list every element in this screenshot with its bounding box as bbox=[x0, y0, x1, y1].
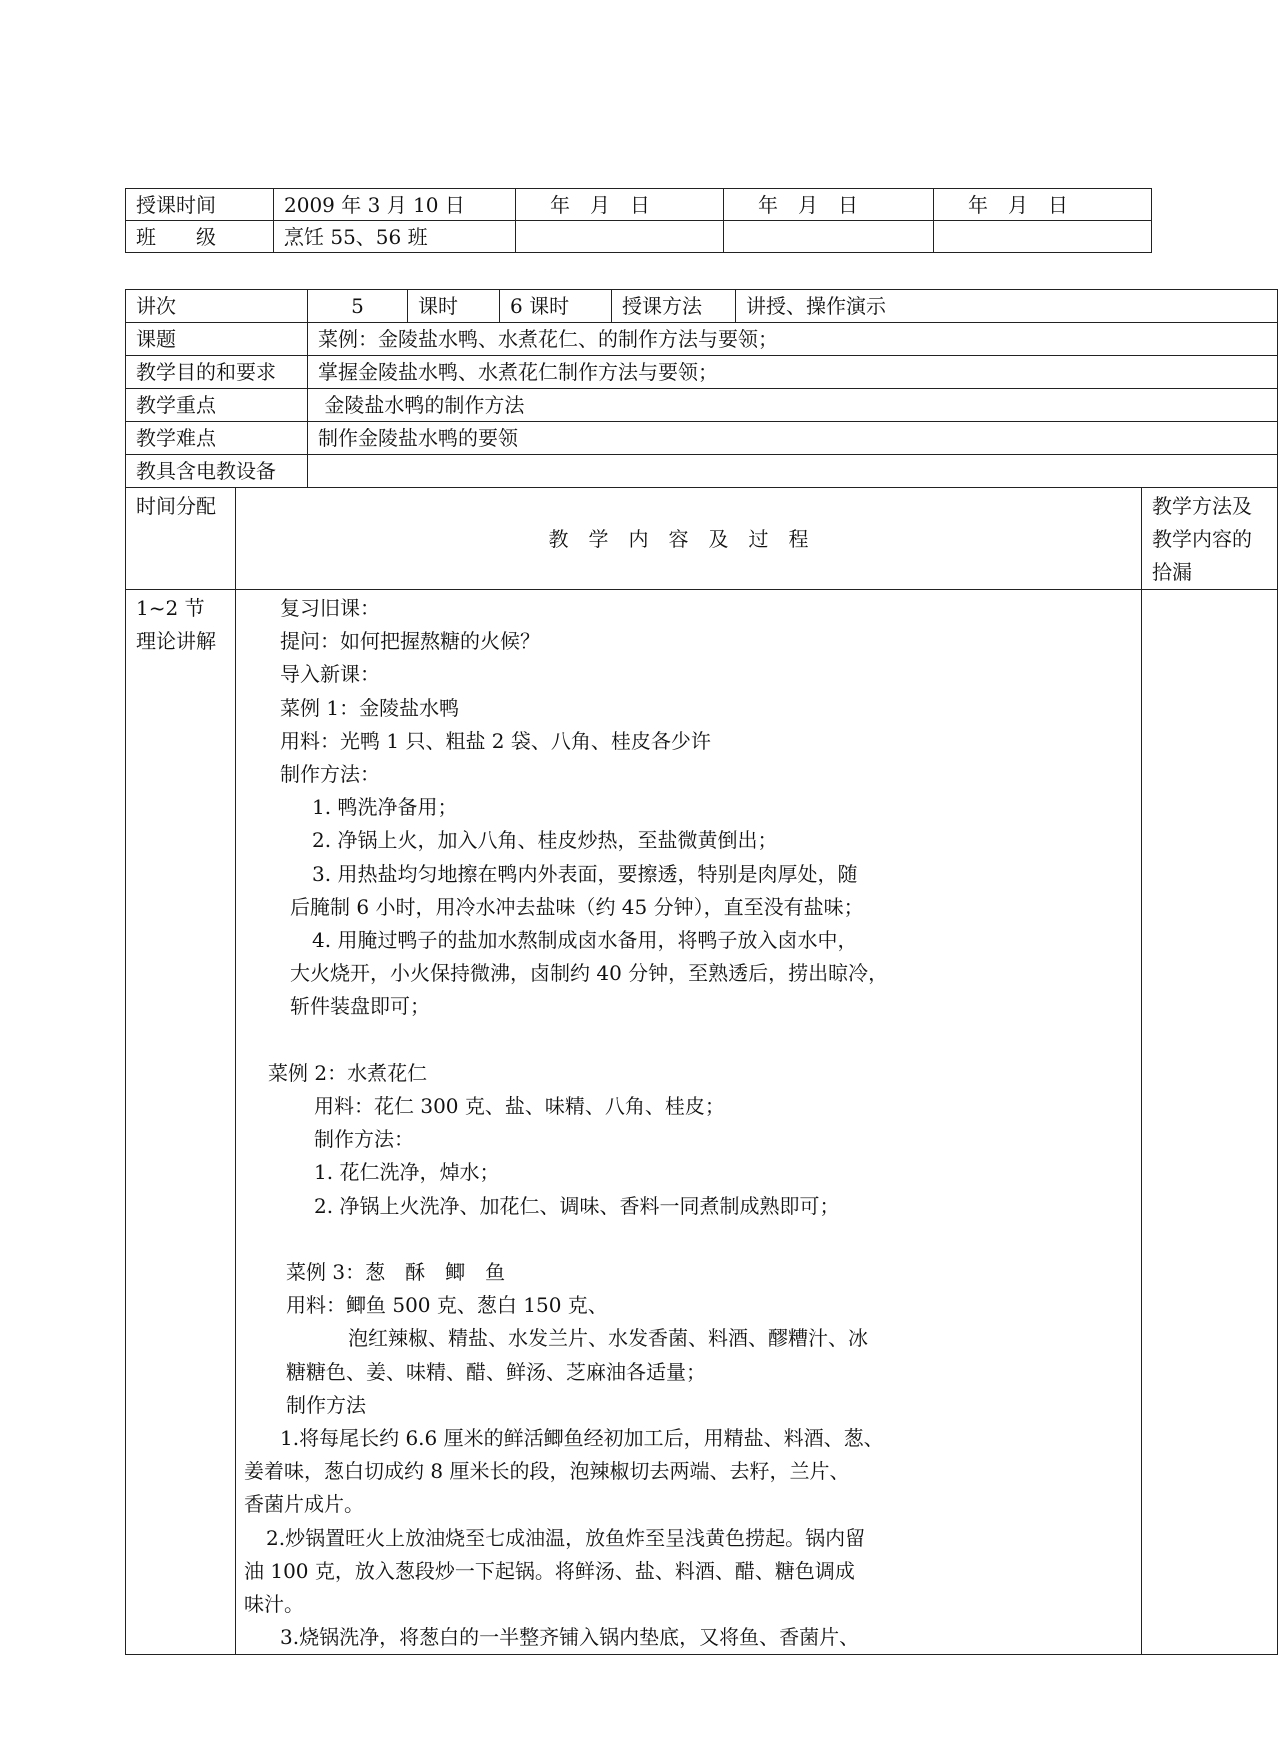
time-allocation-cell bbox=[126, 590, 236, 1655]
content-line: 复习旧课： bbox=[280, 596, 380, 620]
content-line: 2. 净锅上火，加入八角、桂皮炒热，至盐微黄倒出； bbox=[312, 828, 778, 853]
content-line: 制作方法 bbox=[286, 1392, 366, 1417]
schedule-row-class bbox=[126, 221, 1152, 253]
content-header: 教学内容及过程 bbox=[236, 488, 1142, 590]
hours-value: 6 课时 bbox=[500, 290, 612, 323]
content-line: 用料：花仁 300 克、盐、味精、八角、桂皮； bbox=[314, 1094, 725, 1119]
content-line: 3.烧锅洗净，将葱白的一半整齐铺入锅内垫底，又将鱼、香菌片、 bbox=[280, 1625, 860, 1650]
schedule-table bbox=[125, 188, 1152, 253]
time-allocation-line-1: 1~2 节 bbox=[136, 596, 205, 620]
content-header-row bbox=[126, 488, 1278, 590]
lecture-row bbox=[126, 290, 1278, 323]
content-line: 2.炒锅置旺火上放油烧至七成油温，放鱼炸至呈浅黄色捞起。锅内留 bbox=[266, 1525, 866, 1550]
schedule-date-2: 年 月 日 bbox=[516, 189, 724, 221]
time-allocation-header: 时间分配 bbox=[126, 488, 236, 590]
schedule-row-date bbox=[126, 189, 1152, 221]
content-spacer bbox=[244, 1223, 1133, 1256]
content-line: 菜例 1：金陵盐水鸭 bbox=[280, 695, 460, 720]
hours-label: 课时 bbox=[408, 290, 500, 323]
method-label: 授课方法 bbox=[612, 290, 736, 323]
content-line: 菜例 2：水煮花仁 bbox=[268, 1060, 428, 1085]
content-line: 泡红辣椒、精盐、水发兰片、水发香菌、料酒、醪糟汁、冰 bbox=[348, 1326, 868, 1351]
teaching-content bbox=[236, 590, 1142, 1655]
key-row bbox=[126, 389, 1278, 422]
class-label: 班 级 bbox=[126, 221, 274, 253]
content-line: 菜例 3：葱 酥 鲫 鱼 bbox=[286, 1260, 506, 1285]
key-value: 金陵盐水鸭的制作方法 bbox=[308, 389, 1278, 422]
note-cell bbox=[1142, 590, 1278, 1655]
topic-value: 菜例：金陵盐水鸭、水煮花仁、的制作方法与要领； bbox=[308, 323, 1278, 356]
key-label: 教学重点 bbox=[126, 389, 308, 422]
content-line: 导入新课： bbox=[280, 662, 380, 687]
content-line: 1. 花仁洗净，焯水； bbox=[314, 1160, 500, 1185]
time-allocation-line-2: 理论讲解 bbox=[136, 629, 216, 653]
method-value: 讲授、操作演示 bbox=[736, 290, 1278, 323]
content-line: 大火烧开，小火保持微沸，卤制约 40 分钟，至熟透后，捞出晾冷， bbox=[290, 961, 889, 986]
content-line: 用料：光鸭 1 只、粗盐 2 袋、八角、桂皮各少许 bbox=[280, 728, 711, 753]
content-line: 姜着味，葱白切成约 8 厘米长的段，泡辣椒切去两端、去籽，兰片、 bbox=[244, 1459, 850, 1484]
content-line: 油 100 克，放入葱段炒一下起锅。将鲜汤、盐、料酒、醋、糖色调成 bbox=[244, 1558, 855, 1583]
note-header: 教学方法及教学内容的拾漏 bbox=[1142, 488, 1278, 590]
schedule-label: 授课时间 bbox=[126, 189, 274, 221]
goal-value: 掌握金陵盐水鸭、水煮花仁制作方法与要领； bbox=[308, 356, 1278, 389]
lecture-label: 讲次 bbox=[126, 290, 308, 323]
schedule-date-1: 2009 年 3 月 10 日 bbox=[274, 189, 516, 221]
class-value-3 bbox=[724, 221, 934, 253]
content-line: 制作方法： bbox=[314, 1127, 414, 1152]
class-value-2 bbox=[516, 221, 724, 253]
lecture-value: 5 bbox=[308, 290, 408, 323]
goal-row bbox=[126, 356, 1278, 389]
goal-label: 教学目的和要求 bbox=[126, 356, 308, 389]
difficulty-value: 制作金陵盐水鸭的要领 bbox=[308, 422, 1278, 455]
content-spacer bbox=[244, 1024, 1133, 1057]
schedule-date-3: 年 月 日 bbox=[724, 189, 934, 221]
content-line: 4. 用腌过鸭子的盐加水熬制成卤水备用，将鸭子放入卤水中， bbox=[312, 928, 858, 953]
equipment-label: 教具含电教设备 bbox=[126, 455, 308, 488]
content-line: 提问：如何把握熬糖的火候？ bbox=[280, 629, 540, 654]
equipment-row bbox=[126, 455, 1278, 488]
content-line: 后腌制 6 小时，用冷水冲去盐味（约 45 分钟），直至没有盐味； bbox=[290, 894, 864, 919]
content-line: 斩件装盘即可； bbox=[290, 994, 430, 1019]
class-value-4 bbox=[934, 221, 1152, 253]
content-row bbox=[126, 590, 1278, 1655]
difficulty-label: 教学难点 bbox=[126, 422, 308, 455]
schedule-date-4: 年 月 日 bbox=[934, 189, 1152, 221]
content-line: 制作方法： bbox=[280, 762, 380, 787]
lesson-table bbox=[125, 289, 1278, 1655]
content-line: 味汁。 bbox=[244, 1592, 304, 1617]
content-line: 香菌片成片。 bbox=[244, 1492, 364, 1517]
topic-row bbox=[126, 323, 1278, 356]
content-line: 用料：鲫鱼 500 克、葱白 150 克、 bbox=[286, 1293, 608, 1318]
content-line: 糖糖色、姜、味精、醋、鲜汤、芝麻油各适量； bbox=[286, 1359, 706, 1384]
difficulty-row bbox=[126, 422, 1278, 455]
content-line: 1. 鸭洗净备用； bbox=[312, 795, 458, 820]
equipment-value bbox=[308, 455, 1278, 488]
content-line: 1.将每尾长约 6.6 厘米的鲜活鲫鱼经初加工后，用精盐、料酒、葱、 bbox=[280, 1426, 884, 1451]
content-line: 2. 净锅上火洗净、加花仁、调味、香料一同煮制成熟即可； bbox=[314, 1193, 840, 1218]
topic-label: 课题 bbox=[126, 323, 308, 356]
content-line: 3. 用热盐均匀地擦在鸭内外表面，要擦透，特别是肉厚处，随 bbox=[312, 861, 858, 886]
class-value: 烹饪 55、56 班 bbox=[274, 221, 516, 253]
